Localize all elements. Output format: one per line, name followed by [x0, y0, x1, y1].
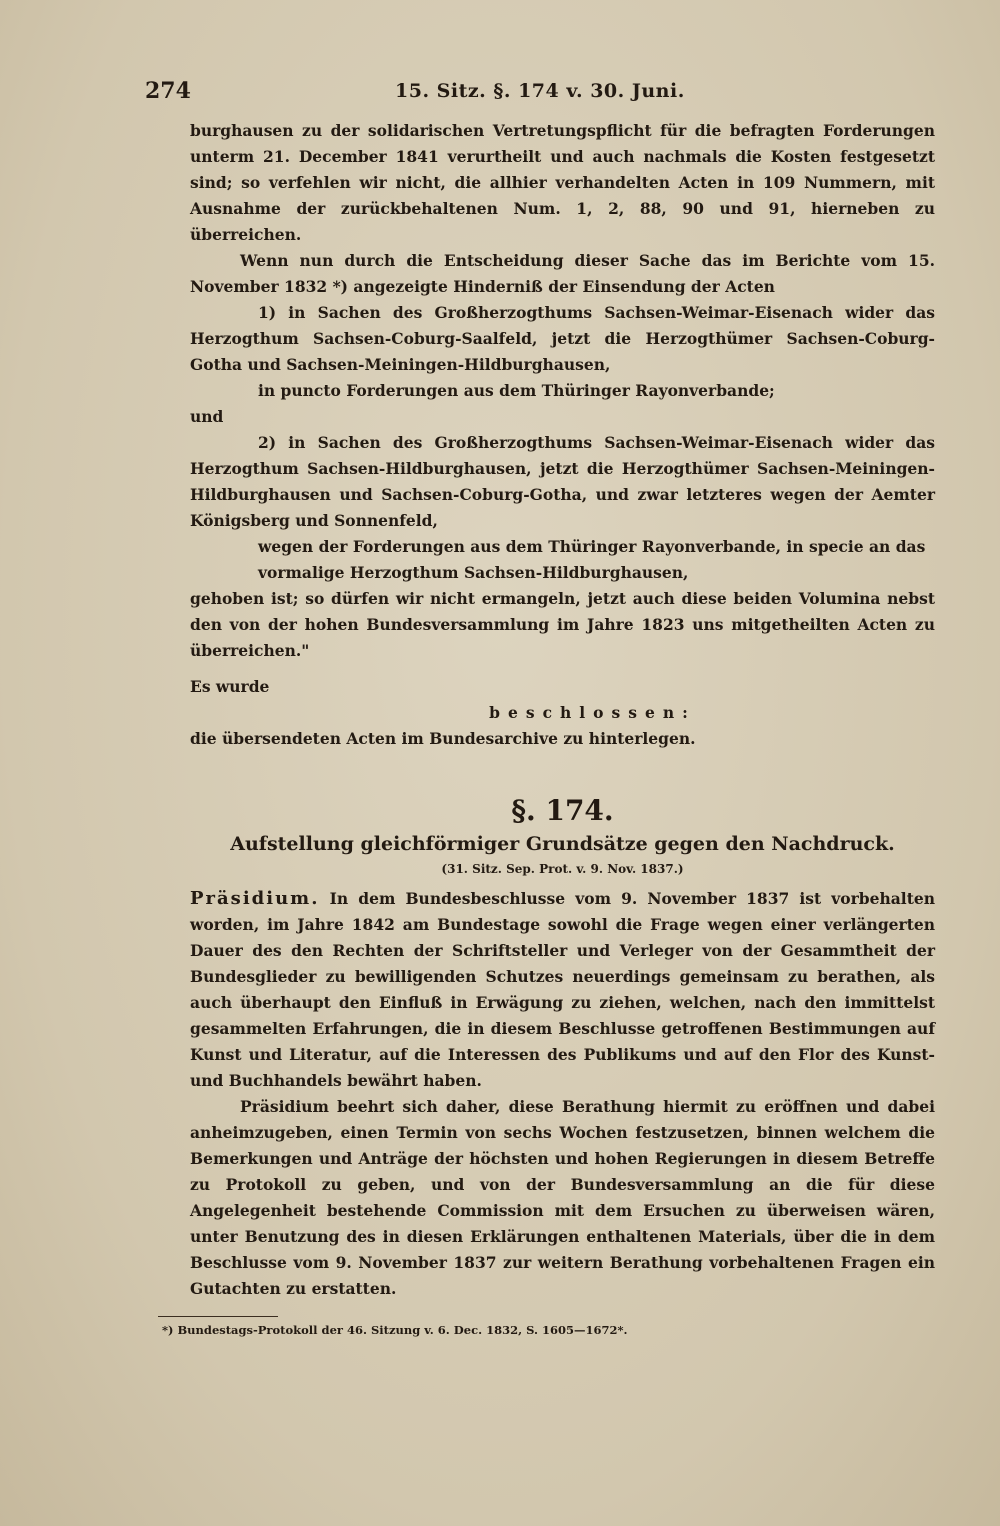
paragraph-close: gehoben ist; so dürfen wir nicht ermangeln, jetzt auch diese beiden Volumina nebst den von der hohen Bundesversammlung im Jahre 1823 uns mitgetheilten Acten zu überreichen." — [190, 589, 935, 660]
list-item-2: 2) in Sachen des Großherzogthums Sachsen-Weimar-Eisenach wider das Herzogthum Sachsen-Hildburghausen, jetzt die Herzogthümer Sachsen-Meiningen-Hildburghausen und Sachsen-Coburg-Gotha, und zwar letzteres wegen der Aemter Königsberg und Sonnenfeld, — [190, 433, 935, 530]
conjunction: und — [190, 407, 224, 426]
footnote-rule — [158, 1316, 278, 1317]
running-head — [145, 78, 895, 106]
section-reference: (31. Sitz. Sep. Prot. v. 9. Nov. 1837.) — [441, 862, 684, 876]
list-item-1-subject: in puncto Forderungen aus dem Thüringer Rayonverbande; — [258, 381, 775, 400]
section-title: Aufstellung gleichförmiger Grundsätze gegen den Nachdruck. — [230, 833, 895, 855]
page-body — [162, 118, 935, 1339]
section-paragraph-1-text: In dem Bundesbeschlusse vom 9. November 1837 ist vorbehalten worden, im Jahre 1842 am Bundestage sowohl die Frage wegen einer verlängerten Dauer des den Rechten der Schriftsteller und Verleger von der Gesammtheit der Bundesglieder zu bewilligenden Schutzes neuerdings gemeinsam zu berathen, als auch überhaupt den Einfluß in Erwägung zu ziehen, welchen, nach den immittelst gesammelten Erfahrungen, die in diesem Beschlusse getroffenen Bestimmungen auf Kunst und Literatur, auf die Interessen des Publikums und auf den Flor des Kunst- und Buchhandels bewährt haben. — [190, 889, 935, 1090]
section-number: §. 174. — [511, 794, 614, 827]
running-title: 15. Sitz. §. 174 v. 30. Juni. — [395, 80, 685, 102]
resolution-heading: beschlossen: — [489, 703, 696, 722]
es-wurde: Es wurde — [190, 677, 270, 696]
section-paragraph-2: Präsidium beehrt sich daher, diese Berathung hiermit zu eröffnen und dabei anheimzugeben, einen Termin von sechs Wochen festzusetzen, binnen welchem die Bemerkungen und Anträge der höchsten und hohen Regierungen in diesem Betreffe zu Protokoll zu geben, und von der Bundesversammlung an die für diese Angelegenheit bestehende Commission mit dem Ersuchen zu überweisen wären, unter Benutzung des in diesen Erklärungen enthaltenen Materials, über die in dem Beschlusse vom 9. November 1837 zur weitern Berathung vorbehaltenen Fragen ein Gutachten zu erstatten. — [190, 1097, 935, 1298]
page-number: 274 — [145, 78, 191, 104]
paragraph-continuation: burghausen zu der solidarischen Vertretungspflicht für die befragten Forderungen unterm 21. December 1841 verurtheilt und auch nachmals die Kosten festgesetzt sind; so verfehlen wir nicht, die allhier verhandelten Acten in 109 Nummern, mit Ausnahme der zurückbehaltenen Num. 1, 2, 88, 90 und 91, hierneben zu überreichen. — [190, 121, 935, 244]
section-paragraph-1 — [190, 886, 935, 1094]
list-item-1: 1) in Sachen des Großherzogthums Sachsen-Weimar-Eisenach wider das Herzogthum Sachsen-Coburg-Saalfeld, jetzt die Herzogthümer Sachsen-Coburg-Gotha und Sachsen-Meiningen-Hildburghausen, — [190, 303, 935, 374]
footnote: *) Bundestags-Protokoll der 46. Sitzung v. 6. Dec. 1832, S. 1605—1672*. — [162, 1323, 628, 1337]
resolution-text: die übersendeten Acten im Bundesarchive zu hinterlegen. — [190, 729, 696, 748]
list-item-2-subject: wegen der Forderungen aus dem Thüringer Rayonverbande, in specie an das vormalige Herzogthum Sachsen-Hildburghausen, — [258, 537, 926, 582]
speaker-lead: Präsidium. — [190, 888, 320, 909]
paragraph: Wenn nun durch die Entscheidung dieser Sache das im Berichte vom 15. November 1832 *) angezeigte Hinderniß der Einsendung der Acten — [190, 251, 935, 296]
